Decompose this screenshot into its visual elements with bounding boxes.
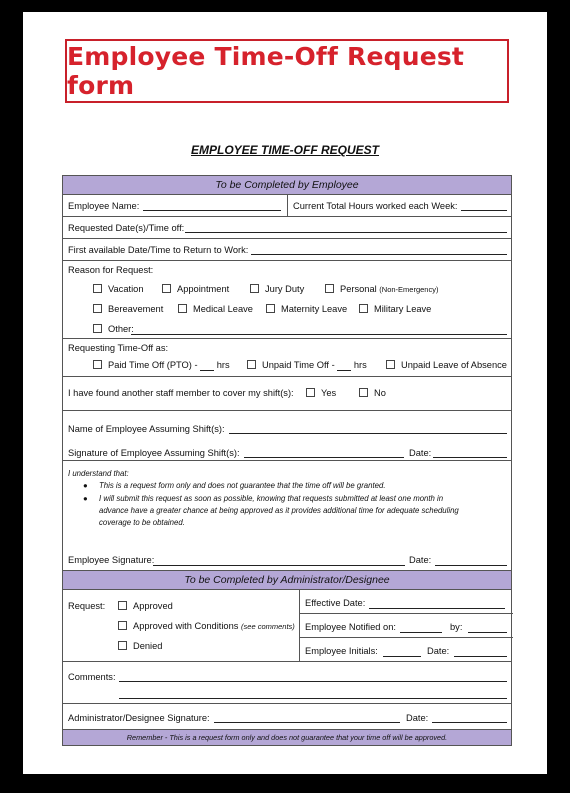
first-available-label: First available Date/Time to Return to Work: [68, 245, 249, 255]
assuming-date-field[interactable] [433, 457, 507, 458]
divider [299, 613, 513, 614]
effective-date-field[interactable] [369, 608, 505, 609]
total-hours-field[interactable] [461, 210, 507, 211]
checkbox[interactable] [386, 360, 395, 369]
checkbox[interactable] [93, 360, 102, 369]
checkbox[interactable] [266, 304, 275, 313]
requested-dates-field[interactable] [185, 232, 507, 233]
paid-time-off-option[interactable]: Paid Time Off (PTO) - hrs [93, 360, 230, 371]
requested-dates-row [63, 217, 511, 239]
employee-initials-label: Employee Initials: [305, 646, 378, 656]
admin-date-label: Date: [406, 713, 429, 723]
checkbox[interactable] [178, 304, 187, 313]
notified-by-label: by: [450, 622, 463, 632]
checkbox[interactable] [325, 284, 334, 293]
assuming-name-label: Name of Employee Assuming Shift(s): [68, 424, 225, 434]
bullet: ● [83, 481, 88, 490]
checkbox[interactable] [359, 304, 368, 313]
reason-row [63, 261, 511, 339]
checkbox[interactable] [118, 621, 127, 630]
employee-name-label: Employee Name: [68, 201, 140, 211]
divider [299, 637, 513, 638]
first-available-field[interactable] [251, 254, 507, 255]
acknowledgement-2-line-3: coverage to be obtained. [99, 518, 185, 527]
cover-row [63, 377, 511, 411]
title-box [65, 39, 509, 103]
unpaid-hours-field[interactable] [337, 360, 351, 371]
unpaid-leave-option[interactable]: Unpaid Leave of Absence [386, 360, 507, 370]
checkbox[interactable] [250, 284, 259, 293]
total-hours-label: Current Total Hours worked each Week: [293, 201, 458, 211]
admin-signature-row [63, 704, 511, 730]
pto-hours-field[interactable] [200, 360, 214, 371]
checkbox[interactable] [93, 284, 102, 293]
effective-date-label: Effective Date: [305, 598, 366, 608]
acknowledgement-2-line-2: advance have a greater chance at being approved as it provides additional time for adequate scheduling [99, 506, 459, 515]
form-page [23, 12, 547, 774]
maternity-leave-option[interactable]: Maternity Leave [266, 304, 347, 314]
checkbox[interactable] [118, 601, 127, 610]
first-available-row [63, 239, 511, 261]
employee-initials-field[interactable] [383, 656, 421, 657]
cover-question: I have found another staff member to cover my shift(s): [68, 388, 294, 398]
checkbox[interactable] [247, 360, 256, 369]
cover-no-option[interactable]: No [359, 388, 386, 398]
checkbox[interactable] [306, 388, 315, 397]
other-reason-field[interactable] [131, 334, 507, 335]
admin-section-header: To be Completed by Administrator/Designee [63, 571, 511, 590]
requesting-as-row [63, 339, 511, 377]
name-hours-row [63, 195, 511, 217]
initials-date-label: Date: [427, 646, 450, 656]
other-option[interactable]: Other: [93, 324, 134, 334]
comments-row [63, 662, 511, 704]
notified-by-field[interactable] [468, 632, 507, 633]
page-title: Employee Time-Off Request form [67, 42, 465, 100]
admin-signature-field[interactable] [214, 722, 400, 723]
bullet: ● [83, 494, 88, 503]
checkbox[interactable] [118, 641, 127, 650]
checkbox[interactable] [359, 388, 368, 397]
divider [287, 195, 288, 216]
divider [299, 590, 300, 661]
appointment-option[interactable]: Appointment [162, 284, 229, 294]
form-footer: Remember - This is a request form only and does not guarantee that your time off will be approved. [63, 730, 511, 745]
checkbox[interactable] [162, 284, 171, 293]
personal-option[interactable]: Personal (Non-Emergency) [325, 284, 438, 294]
medical-leave-option[interactable]: Medical Leave [178, 304, 253, 314]
acknowledgement-row [63, 461, 511, 571]
employee-date-label: Date: [409, 555, 432, 565]
requested-dates-label: Requested Date(s)/Time off: [68, 223, 185, 233]
assuming-date-label: Date: [409, 448, 432, 458]
cover-yes-option[interactable]: Yes [306, 388, 336, 398]
admin-date-field[interactable] [432, 722, 507, 723]
comments-field-line-2[interactable] [119, 698, 507, 699]
assuming-signature-label: Signature of Employee Assuming Shift(s): [68, 448, 240, 458]
military-leave-option[interactable]: Military Leave [359, 304, 431, 314]
notified-on-field[interactable] [400, 632, 442, 633]
bereavement-option[interactable]: Bereavement [93, 304, 163, 314]
requesting-as-label: Requesting Time-Off as: [68, 343, 169, 353]
acknowledgement-1: This is a request form only and does not guarantee that the time off will be granted. [99, 481, 386, 490]
assuming-shift-row [63, 411, 511, 461]
understand-label: I understand that: [68, 469, 129, 478]
notified-on-label: Employee Notified on: [305, 622, 396, 632]
request-label: Request: [68, 601, 106, 611]
employee-signature-field[interactable] [153, 565, 405, 566]
comments-label: Comments: [68, 672, 116, 682]
employee-date-field[interactable] [435, 565, 507, 566]
comments-field-line-1[interactable] [119, 681, 507, 682]
admin-signature-label: Administrator/Designee Signature: [68, 713, 210, 723]
employee-signature-label: Employee Signature: [68, 555, 155, 565]
approved-option[interactable]: Approved [118, 601, 173, 611]
unpaid-time-off-option[interactable]: Unpaid Time Off - hrs [247, 360, 367, 371]
request-form [62, 175, 512, 746]
checkbox[interactable] [93, 324, 102, 333]
assuming-signature-field[interactable] [244, 457, 404, 458]
initials-date-field[interactable] [454, 656, 507, 657]
reason-label: Reason for Request: [68, 265, 154, 275]
employee-name-field[interactable] [143, 210, 281, 211]
jury-duty-option[interactable]: Jury Duty [250, 284, 304, 294]
form-subtitle: EMPLOYEE TIME-OFF REQUEST [190, 143, 379, 157]
acknowledgement-2-line-1: I will submit this request as soon as possible, knowing that requests submitted at least one month in [99, 494, 444, 503]
vacation-option[interactable]: Vacation [93, 284, 144, 294]
denied-option[interactable]: Denied [118, 641, 162, 651]
employee-section-header: To be Completed by Employee [63, 176, 511, 195]
checkbox[interactable] [93, 304, 102, 313]
approved-with-conditions-option[interactable]: Approved with Conditions (see comments) [118, 621, 295, 631]
admin-request-row [63, 590, 511, 662]
assuming-name-field[interactable] [229, 433, 507, 434]
